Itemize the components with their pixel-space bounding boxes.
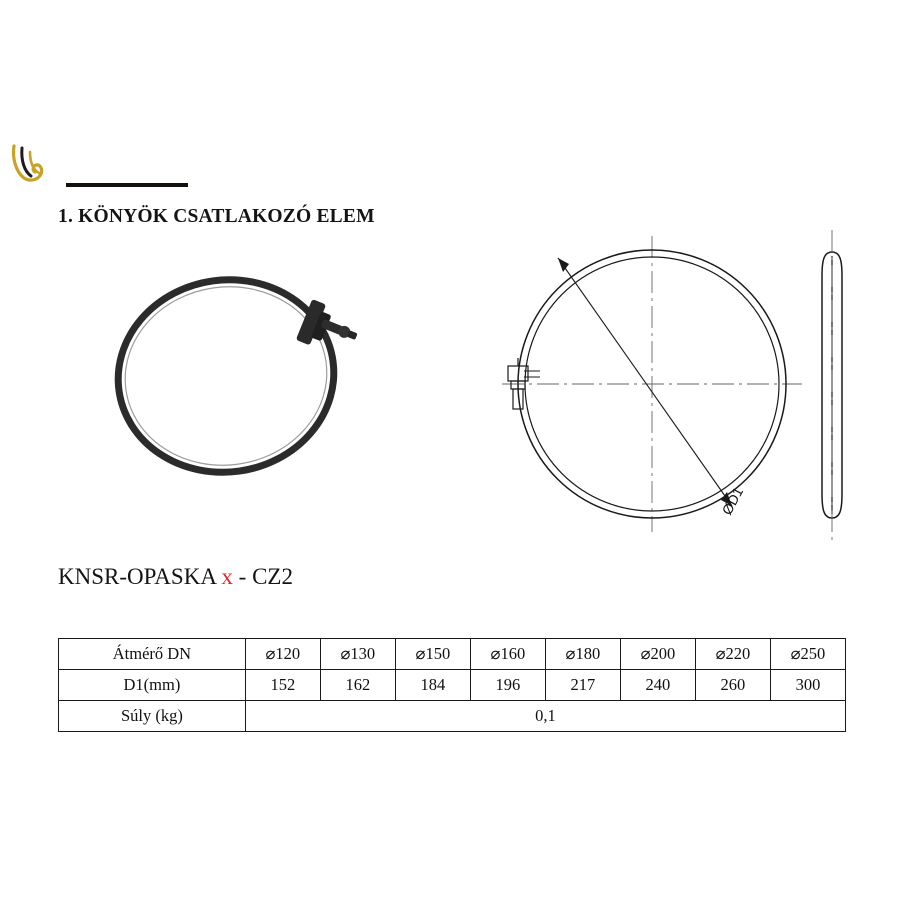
flame-logo-icon (10, 142, 64, 188)
product-code-prefix: KNSR-OPASKA (58, 564, 222, 589)
technical-drawing (480, 228, 880, 558)
cell-d1-4: 217 (545, 670, 620, 701)
cell-d1-2: 184 (395, 670, 470, 701)
table-row (59, 639, 846, 670)
logo-block (10, 142, 190, 198)
cell-dn-3: ⌀160 (470, 639, 545, 670)
product-photo (96, 268, 366, 488)
spec-table (58, 638, 846, 732)
cell-dn-4: ⌀180 (545, 639, 620, 670)
row-label-diameter: Átmérő DN (59, 639, 246, 670)
cell-d1-5: 240 (620, 670, 695, 701)
diameter-label: ØD1 (718, 484, 747, 518)
cell-d1-6: 260 (695, 670, 770, 701)
table-row (59, 701, 846, 732)
cell-dn-6: ⌀220 (695, 639, 770, 670)
table-row (59, 670, 846, 701)
cell-dn-1: ⌀130 (320, 639, 395, 670)
cell-d1-0: 152 (245, 670, 320, 701)
row-label-d1: D1(mm) (59, 670, 246, 701)
product-code-variable: x (221, 564, 233, 589)
cell-d1-3: 196 (470, 670, 545, 701)
cell-d1-7: 300 (770, 670, 845, 701)
cell-weight-value: 0,1 (245, 701, 845, 732)
page-title: 1. KÖNYÖK CSATLAKOZÓ ELEM (58, 206, 375, 227)
cell-d1-1: 162 (320, 670, 395, 701)
cell-dn-5: ⌀200 (620, 639, 695, 670)
product-code-suffix: - CZ2 (232, 564, 293, 589)
cell-dn-2: ⌀150 (395, 639, 470, 670)
cell-dn-7: ⌀250 (770, 639, 845, 670)
product-code (58, 564, 293, 590)
cell-dn-0: ⌀120 (245, 639, 320, 670)
logo-underline (66, 183, 188, 187)
row-label-weight: Súly (kg) (59, 701, 246, 732)
